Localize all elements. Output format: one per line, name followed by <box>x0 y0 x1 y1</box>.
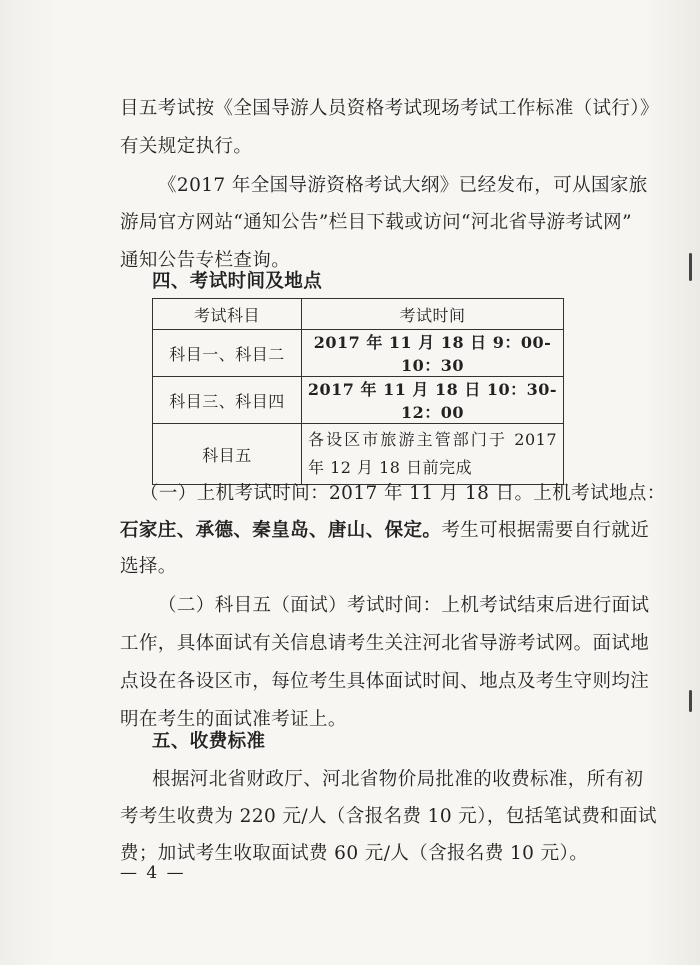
table-cell-time <box>302 424 564 485</box>
paragraph-line: 选择。 <box>120 556 177 577</box>
table-cell-subject: 科目一、科目二 <box>153 330 302 377</box>
table-cell-time-line: 年 12 月 18 日前完成 <box>308 458 473 477</box>
paragraph-line: 工作，具体面试有关信息请考生关注河北省导游考试网。面试地 <box>120 633 650 654</box>
paragraph-line: 通知公告专栏查询。 <box>120 250 291 271</box>
table-cell-time: 2017 年 11 月 18 日 10：30-12：00 <box>302 377 564 424</box>
table-cell-subject: 科目五 <box>153 424 302 485</box>
paragraph-line: 费；加试考生收取面试费 60 元/人（含报名费 10 元）。 <box>120 843 589 864</box>
table-row <box>153 330 564 377</box>
paragraph-line: 游局官方网站“通知公告”栏目下载或访问“河北省导游考试网” <box>120 212 632 233</box>
scan-mark <box>689 690 692 712</box>
exam-schedule-table <box>152 298 564 485</box>
table-row <box>153 377 564 424</box>
table-cell-time: 2017 年 11 月 18 日 9：00-10：30 <box>302 330 564 377</box>
page-number: — 4 — <box>120 863 186 883</box>
paragraph-line: 考考生收费为 220 元/人（含报名费 10 元），包括笔试费和面试 <box>120 806 657 827</box>
table-header-row <box>153 299 564 330</box>
exam-locations: 石家庄、承德、秦皇岛、唐山、保定。 <box>120 520 442 541</box>
table-header-cell: 考试科目 <box>153 299 302 330</box>
paragraph-line: （二）科目五（面试）考试时间：上机考试结束后进行面试 <box>158 595 650 616</box>
section-heading: 四、考试时间及地点 <box>152 271 323 292</box>
section-heading: 五、收费标准 <box>152 731 266 752</box>
paragraph-line: 根据河北省财政厅、河北省物价局批准的收费标准，所有初 <box>152 769 644 790</box>
paragraph-line: （一）上机考试时间：2017 年 11 月 18 日。上机考试地点： <box>140 483 666 504</box>
paragraph-line <box>120 519 649 543</box>
table-cell-subject: 科目三、科目四 <box>153 377 302 424</box>
paragraph-line: 有关规定执行。 <box>120 136 253 157</box>
paragraph-text: 考生可根据需要自行就近 <box>441 520 650 541</box>
table-row <box>153 424 564 485</box>
table-cell-time-line: 各设区市旅游主管部门于 2017 <box>308 430 557 449</box>
scan-mark <box>689 253 692 281</box>
paragraph-line: 明在考生的面试准考证上。 <box>120 709 347 730</box>
paragraph-line: 点设在各设区市，每位考生具体面试时间、地点及考生守则均注 <box>120 671 650 692</box>
paragraph-line: 《2017 年全国导游资格考试大纲》已经发布，可从国家旅 <box>158 175 648 196</box>
table-header-cell: 考试时间 <box>302 299 564 330</box>
paragraph-line: 目五考试按《全国导游人员资格考试现场考试工作标准（试行）》 <box>120 98 659 119</box>
